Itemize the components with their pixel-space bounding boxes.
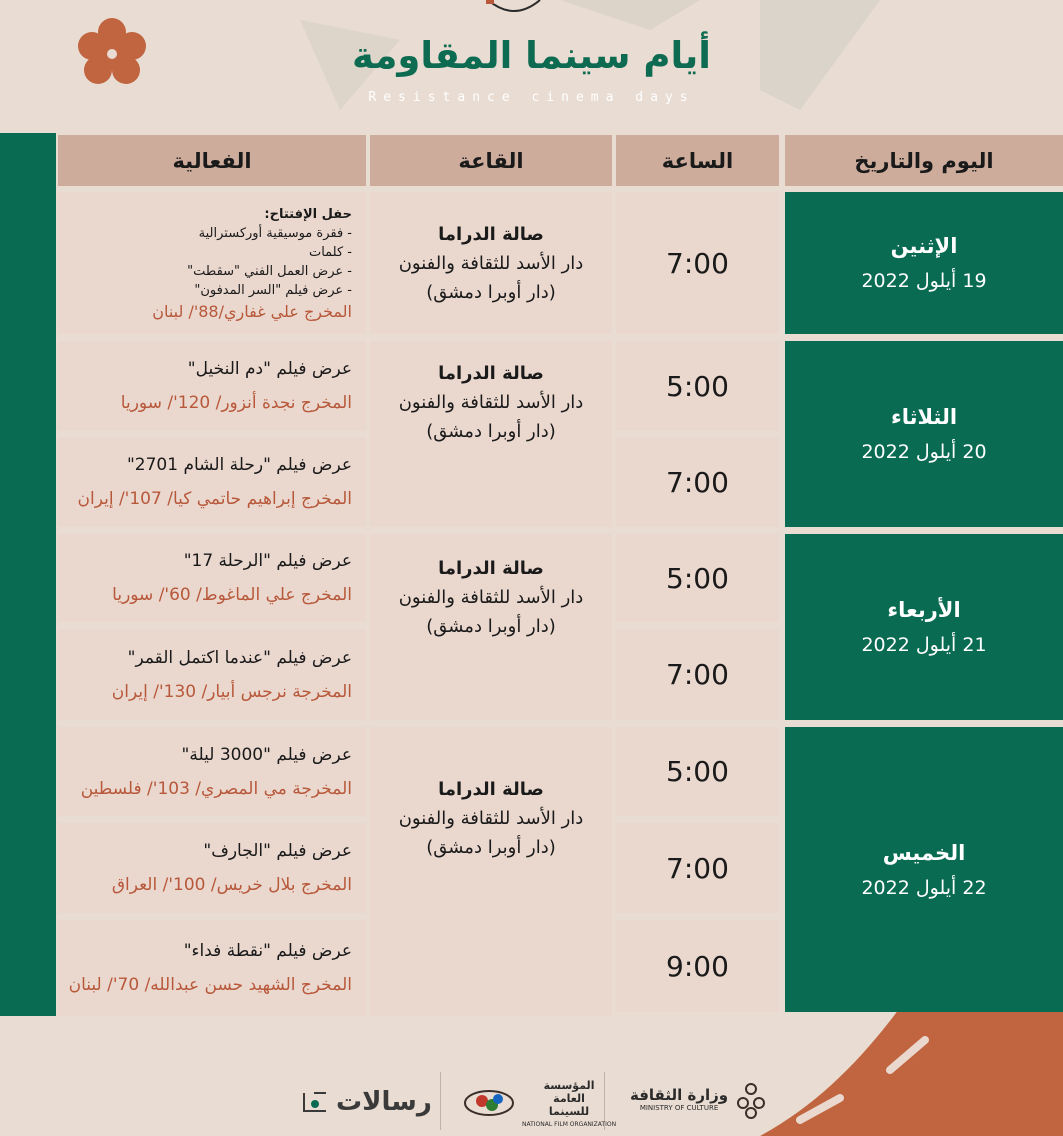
day-cell-monday [785,192,1063,334]
day-cell-tuesday [785,341,1063,527]
event-title: عرض فيلم "نقطة فداء" [183,941,352,961]
venue-cell [370,341,612,527]
col-header-day: اليوم والتاريخ [785,135,1063,186]
venue-cell [370,192,612,334]
event-cell [58,629,366,720]
film-org-name-ar-3: للسينما [548,1104,590,1118]
event-director: المخرج إبراهيم حاتمي كيا/ 107'/ إيران [77,489,352,509]
col-header-time: الساعة [616,135,779,186]
footer [0,1070,1063,1136]
risalat-camera-icon [300,1089,330,1115]
day-name: الإثنين [890,234,958,258]
film-org-emblem-icon [462,1085,516,1121]
col-header-event: الفعالية [58,135,366,186]
event-director: المخرج علي غفاري/88'/ لبنان [152,302,352,321]
venue-note: (دار أوبرا دمشق) [426,281,556,303]
risalat-logo [300,1082,432,1122]
event-title: عرض فيلم "3000 ليلة" [181,744,352,765]
day-date: 21 أيلول 2022 [861,634,987,656]
day-date: 22 أيلول 2022 [861,876,987,899]
ministry-logo [630,1074,768,1124]
opening-heading: حفل الإفتتاح: [264,207,352,222]
event-cell [58,823,366,913]
day-cell-thursday [785,727,1063,1012]
event-cell [58,727,366,816]
day-date: 20 أيلول 2022 [861,441,987,463]
opening-item: - كلمات [308,245,352,260]
event-title: عرض فيلم "رحلة الشام 2701" [126,455,352,475]
day-name: الخميس [882,840,966,865]
event-title: عرض فيلم "الجارف" [203,841,352,861]
venue-hall: صالة الدراما [438,223,544,245]
page-subtitle: Resistance cinema days [368,90,695,105]
film-org-name-en: NATIONAL FILM ORGANIZATION [522,1120,617,1128]
time-cell: 5:00 [616,727,779,816]
day-name: الثلاثاء [890,405,958,429]
opening-item: - عرض فيلم "السر المدفون" [194,283,352,298]
venue-note: (دار أوبرا دمشق) [426,616,556,637]
event-cell [58,341,366,431]
time-cell: 7:00 [616,437,779,527]
time-cell: 7:00 [616,192,779,334]
venue-hall: صالة الدراما [438,779,544,800]
event-director: المخرج نجدة أنزور/ 120'/ سوريا [120,393,352,413]
footer-divider [440,1072,441,1130]
event-cell [58,437,366,527]
col-header-venue: القاعة [370,135,612,186]
venue-note: (دار أوبرا دمشق) [426,421,556,442]
day-cell-wednesday [785,534,1063,720]
top-logo-icon [484,0,544,14]
opening-item: - فقرة موسيقية أوركسترالية [198,226,352,241]
time-cell: 5:00 [616,534,779,622]
time-cell: 9:00 [616,920,779,1012]
venue-building: دار الأسد للثقافة والفنون [398,252,584,274]
day-name: الأربعاء [887,598,961,622]
event-director: المخرجة نرجس أبيار/ 130'/ إيران [111,681,352,702]
risalat-brand: رسالات [336,1087,432,1117]
opening-item: - عرض العمل الفني "سقطت" [187,264,352,279]
event-title: عرض فيلم "عندما اكتمل القمر" [127,647,352,668]
event-director: المخرج علي الماغوط/ 60'/ سوريا [112,585,352,605]
ministry-name-ar: وزارة الثقافة [630,1086,729,1104]
left-green-band [0,133,56,1016]
page-title: أيام سينما المقاومة [352,34,711,77]
film-org-name-ar-2: العامة [553,1091,585,1105]
ministry-emblem-icon [734,1077,768,1121]
venue-building: دار الأسد للثقافة والفنون [398,392,584,413]
time-cell: 5:00 [616,341,779,431]
time-cell: 7:00 [616,629,779,720]
event-cell [58,534,366,622]
film-org-logo [462,1074,616,1132]
event-director: المخرجة مي المصري/ 103'/ فلسطين [80,778,352,799]
event-director: المخرج الشهيد حسن عبدالله/ 70'/ لبنان [68,975,352,995]
ministry-name-en: MINISTRY OF CULTURE [639,1104,719,1112]
venue-building: دار الأسد للثقافة والفنون [398,587,584,608]
event-title: عرض فيلم "الرحلة 17" [183,551,352,571]
event-cell [58,920,366,1016]
venue-note: (دار أوبرا دمشق) [426,837,556,858]
venue-hall: صالة الدراما [438,363,544,384]
venue-building: دار الأسد للثقافة والفنون [398,808,584,829]
day-date: 19 أيلول 2022 [861,270,987,292]
event-title: عرض فيلم "دم النخيل" [187,359,352,379]
film-org-name-ar-1: المؤسسة [543,1078,595,1092]
time-cell: 7:00 [616,823,779,913]
venue-cell [370,727,612,1016]
venue-cell [370,534,612,720]
venue-hall: صالة الدراما [438,558,544,579]
event-cell-opening [58,192,366,334]
event-director: المخرج بلال خريس/ 100'/ العراق [111,875,352,895]
